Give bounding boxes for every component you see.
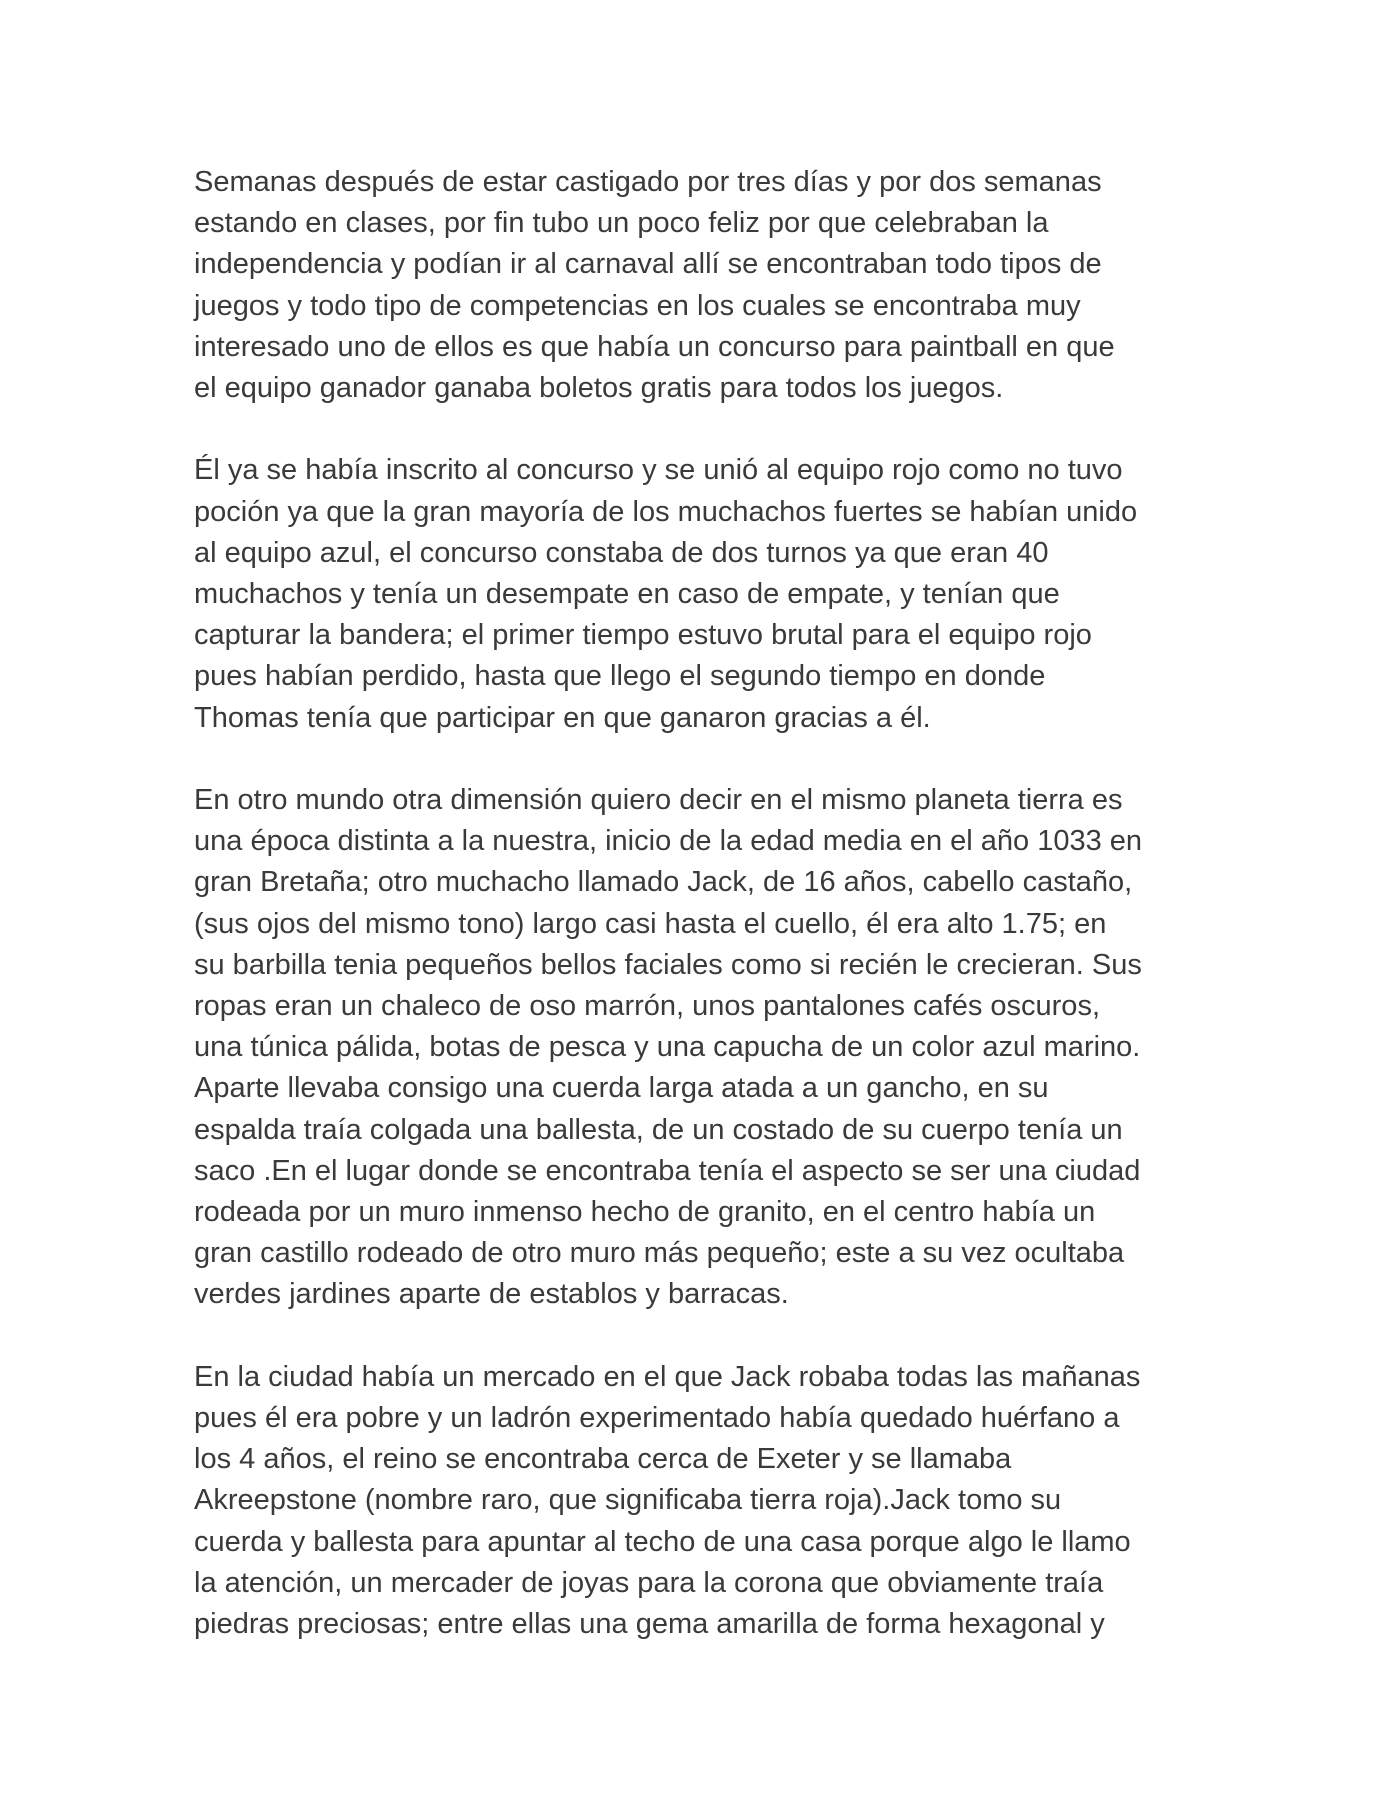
text-line: saco .En el lugar donde se encontraba tenía el aspecto se ser una ciudad [194,1154,1141,1187]
text-line: juegos y todo tipo de competencias en los cuales se encontraba muy [194,289,1081,322]
text-line: ropas eran un chaleco de oso marrón, unos pantalones cafés oscuros, [194,990,1100,1023]
document-body [194,162,1214,1686]
text-line: En otro mundo otra dimensión quiero decir en el mismo planeta tierra es [194,784,1123,817]
text-line: pues habían perdido, hasta que llego el segundo tiempo en donde [194,660,1046,693]
text-line: los 4 años, el reino se encontraba cerca de Exeter y se llamaba [194,1443,1012,1476]
paragraph-2 [194,450,1214,738]
paragraph-3 [194,780,1214,1316]
text-line: verdes jardines aparte de establos y barracas. [194,1278,789,1311]
paragraph-4 [194,1357,1214,1645]
text-line: al equipo azul, el concurso constaba de dos turnos ya que eran 40 [194,536,1049,569]
text-line: gran Bretaña; otro muchacho llamado Jack, de 16 años, cabello castaño, [194,866,1133,899]
text-line: pues él era pobre y un ladrón experimentado había quedado huérfano a [194,1402,1120,1435]
text-line: Thomas tenía que participar en que ganaron gracias a él. [194,701,931,734]
text-line: rodeada por un muro inmenso hecho de granito, en el centro había un [194,1196,1096,1229]
text-line: (sus ojos del mismo tono) largo casi hasta el cuello, él era alto 1.75; en [194,907,1107,940]
text-line: En la ciudad había un mercado en el que Jack robaba todas las mañanas [194,1360,1141,1393]
text-line: gran castillo rodeado de otro muro más pequeño; este a su vez ocultaba [194,1237,1125,1270]
text-line: independencia y podían ir al carnaval allí se encontraban todo tipos de [194,248,1102,281]
text-line: Aparte llevaba consigo una cuerda larga atada a un gancho, en su [194,1072,1049,1105]
text-line: interesado uno de ellos es que había un concurso para paintball en que [194,330,1115,363]
text-line: piedras preciosas; entre ellas una gema amarilla de forma hexagonal y [194,1608,1105,1641]
text-line: una época distinta a la nuestra, inicio de la edad media en el año 1033 en [194,825,1143,858]
text-line: capturar la bandera; el primer tiempo estuvo brutal para el equipo rojo [194,619,1092,652]
paragraph-1 [194,162,1214,409]
text-line: muchachos y tenía un desempate en caso de empate, y tenían que [194,578,1060,611]
text-line: Semanas después de estar castigado por tres días y por dos semanas [194,166,1102,198]
text-line: Él ya se había inscrito al concurso y se unió al equipo rojo como no tuvo [194,454,1123,487]
text-line: Akreepstone (nombre raro, que significaba tierra roja).Jack tomo su [194,1484,1062,1517]
text-line: una túnica pálida, botas de pesca y una capucha de un color azul marino. [194,1031,1141,1064]
text-line: la atención, un mercader de joyas para la corona que obviamente traía [194,1566,1104,1599]
text-line: su barbilla tenia pequeños bellos faciales como si recién le crecieran. Sus [194,948,1142,981]
text-line: espalda traía colgada una ballesta, de un costado de su cuerpo tenía un [194,1113,1123,1146]
text-line: cuerda y ballesta para apuntar al techo de una casa porque algo le llamo [194,1525,1131,1558]
text-line: estando en clases, por fin tubo un poco feliz por que celebraban la [194,207,1049,240]
text-line: el equipo ganador ganaba boletos gratis para todos los juegos. [194,372,1004,405]
text-line: poción ya que la gran mayoría de los muchachos fuertes se habían unido [194,495,1138,528]
